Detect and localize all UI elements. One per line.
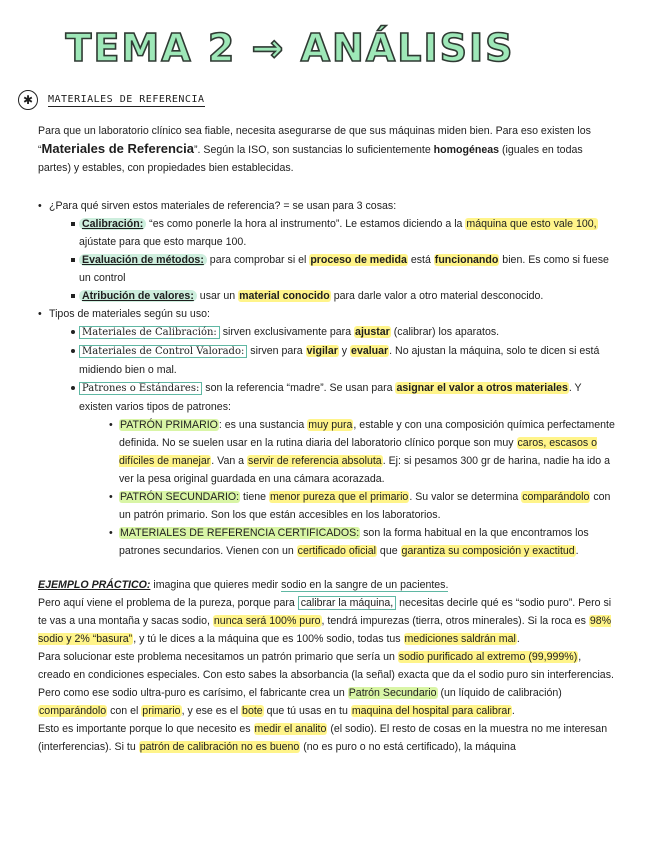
highlight: sodio purificado al extremo (99,999%) bbox=[398, 651, 578, 663]
highlight: maquina del hospital para calibrar bbox=[351, 705, 511, 717]
patron-text: que bbox=[376, 545, 401, 557]
type-text: . Y existen varios tipos de patrones: bbox=[79, 382, 582, 413]
highlight: ajustar bbox=[355, 326, 390, 338]
section-heading bbox=[18, 88, 205, 112]
list-item bbox=[38, 305, 616, 560]
patron-label: PATRÓN SECUNDARIO: bbox=[120, 491, 240, 503]
example-text: Esto es importante porque lo que necesito es bbox=[38, 723, 254, 735]
patron-text: . bbox=[575, 545, 579, 557]
highlight: asignar el valor a otros materiales bbox=[396, 382, 568, 394]
use-text: está bbox=[407, 254, 434, 266]
list-item bbox=[49, 323, 616, 342]
highlight: garantiza su composición y exactitud bbox=[401, 545, 575, 557]
highlight: bote bbox=[242, 705, 263, 717]
type-label: Materiales de Calibración: bbox=[79, 326, 220, 339]
example-line-1 bbox=[38, 576, 616, 594]
example-text: Para solucionar este problema necesitamos un patrón primario que sería un bbox=[38, 651, 398, 663]
highlight: certificado oficial bbox=[297, 545, 376, 557]
list-item bbox=[49, 379, 616, 560]
highlight: evaluar bbox=[351, 345, 389, 357]
main-list bbox=[38, 197, 616, 560]
example-text: que tú usas en tu bbox=[263, 705, 351, 717]
patron-text: con un patrón primario. Son los que están accesibles en los laboratorios. bbox=[119, 491, 611, 521]
highlight: proceso de medida bbox=[310, 254, 407, 266]
use-text: “es como ponerle la hora al instrumento”. Le estamos diciendo a la bbox=[146, 218, 466, 230]
highlight: nunca será 100% puro bbox=[213, 615, 321, 627]
section-heading-label: MATERIALES DE REFERENCIA bbox=[48, 93, 205, 105]
example-text: Pero como ese sodio ultra-puro es carísimo, el fabricante crea un bbox=[38, 687, 348, 699]
use-label: Atribución de valores: bbox=[79, 290, 197, 302]
type-text: y bbox=[338, 345, 351, 357]
example-line-2 bbox=[38, 594, 616, 648]
patron-text: : es una sustancia bbox=[218, 419, 308, 431]
patron-text: , estable y con una composición química perfectamente definida. No se suelen usar en la rutina diaria del laboratorio clínico porque son muy bbox=[119, 419, 615, 449]
list-item: • PATRÓN PRIMARIO: es una sustancia muy pura, estable y con una composición química perfectamente definida. No se suelen usar en la rutina diaria del laboratorio clínico porque son muy caros, escasos o difíciles de manejar. Van a servir de referencia absoluta. Ej: si pesamos 300 gr de harina, nadie ha ido a ver la pesa original guardada en una cámara acorazada. bbox=[109, 419, 615, 485]
intro-paragraph bbox=[38, 122, 616, 177]
example-text: (un líquido de calibración) bbox=[437, 687, 562, 699]
highlight: funcionando bbox=[434, 254, 499, 266]
use-text: usar un bbox=[196, 290, 239, 302]
types-list bbox=[49, 323, 616, 560]
type-text: son la referencia “madre”. Se usan para bbox=[202, 382, 396, 394]
document-body bbox=[38, 122, 616, 756]
highlight: comparándolo bbox=[39, 705, 107, 717]
highlight: servir de referencia absoluta bbox=[248, 455, 382, 467]
list-item: • PATRÓN SECUNDARIO: tiene menor pureza que el primario. Su valor se determina comparándolo con un patrón primario. Son los que están accesibles en los laboratorios. bbox=[109, 491, 611, 521]
example-line-3 bbox=[38, 648, 616, 684]
use-text: ajústate para que esto marque 100. bbox=[79, 236, 247, 248]
example-label: EJEMPLO PRÁCTICO: bbox=[38, 579, 151, 591]
patron-text: tiene bbox=[240, 491, 269, 503]
use-label: Evaluación de métodos: bbox=[79, 254, 207, 266]
types-text: Tipos de materiales según su uso: bbox=[49, 308, 210, 320]
example-text: , y tú le dices a la máquina que es 100% sodio, todas tus bbox=[133, 633, 404, 645]
question-text: ¿Para qué sirven estos materiales de referencia? = se usan para 3 cosas: bbox=[49, 200, 397, 212]
patron-text: . Su valor se determina bbox=[409, 491, 522, 503]
use-text: bien. Es como si fuese un control bbox=[79, 254, 609, 284]
list-item bbox=[49, 251, 616, 287]
asterisk-circle-icon: ✱ bbox=[18, 90, 38, 110]
list-item bbox=[49, 215, 616, 251]
highlight: mediciones saldrán mal bbox=[404, 633, 516, 645]
page-title bbox=[0, 18, 655, 74]
highlight: patrón de calibración no es bueno bbox=[139, 741, 300, 753]
type-text: (calibrar) los aparatos. bbox=[390, 326, 500, 338]
patrones-list bbox=[49, 416, 616, 560]
example-text: imagina que quieres medir bbox=[150, 579, 282, 591]
patron-text: . Van a bbox=[211, 455, 248, 467]
example-boxed: calibrar la máquina, bbox=[298, 596, 396, 610]
intro-text: (iguales en todas partes) y estables, con propiedades bien establecidas. bbox=[38, 144, 583, 174]
use-label: Calibración: bbox=[79, 218, 146, 230]
patron-text: . Ej: si pesamos 300 gr de harina, nadie ha ido a ver la pesa original guardada en una cámara acorazada. bbox=[119, 455, 611, 485]
list-item bbox=[49, 287, 616, 305]
type-text: sirven exclusivamente para bbox=[219, 326, 355, 338]
example-text: con el bbox=[107, 705, 142, 717]
example-text: , creado en condiciones especiales. Con esto sabes la absorbancia (la señal) exacta que da el sodio puro sin interferencias. bbox=[38, 651, 614, 681]
patron-text: son la forma habitual en la que encontramos los patrones secundarios. Vienen con un bbox=[119, 527, 589, 557]
example-underline: sodio en la sangre de un pacientes. bbox=[281, 579, 449, 591]
page-title-text: TEMA 2 → ANÁLISIS bbox=[65, 26, 515, 70]
list-item bbox=[38, 197, 616, 305]
highlight: comparándolo bbox=[522, 491, 590, 503]
type-text: sirven para bbox=[247, 345, 306, 357]
highlight: muy pura bbox=[308, 419, 353, 431]
intro-text: ”. Según la ISO, son sustancias lo suficientemente bbox=[194, 144, 434, 156]
example-text: . bbox=[516, 633, 520, 645]
patron-label: MATERIALES DE REFERENCIA CERTIFICADOS: bbox=[120, 527, 360, 539]
list-item bbox=[49, 342, 616, 379]
uses-list bbox=[49, 215, 616, 305]
type-label: Patrones o Estándares: bbox=[79, 382, 202, 395]
highlight: Patrón Secundario bbox=[348, 687, 437, 699]
highlight: material conocido bbox=[239, 290, 330, 302]
highlight: vigilar bbox=[306, 345, 338, 357]
patron-label: PATRÓN PRIMARIO bbox=[120, 419, 218, 431]
example-text: necesitas decirle qué es “sodio puro”. Pero si te vas a una montaña y sacas sodio, bbox=[38, 597, 612, 627]
list-item: • MATERIALES DE REFERENCIA CERTIFICADOS: son la forma habitual en la que encontramos los patrones secundarios. Vienen con un certificado oficial que garantiza su composición y exactitud. bbox=[109, 527, 589, 557]
highlight: máquina que esto vale 100, bbox=[466, 218, 597, 230]
highlight: 98% sodio y 2% “basura” bbox=[38, 615, 612, 645]
highlight: caros, escasos o difíciles de manejar bbox=[119, 437, 597, 467]
highlight: primario bbox=[142, 705, 181, 717]
intro-bold: homogéneas bbox=[433, 144, 500, 156]
example-text: Pero aquí viene el problema de la pureza, porque para bbox=[38, 597, 298, 609]
type-text: . No ajustan la máquina, solo te dicen si está midiendo bien o mal. bbox=[79, 345, 600, 376]
example-line-5 bbox=[38, 720, 616, 756]
use-text: para comprobar si el bbox=[206, 254, 310, 266]
intro-term: Materiales de Referencia bbox=[41, 141, 194, 156]
use-text: para darle valor a otro material desconocido. bbox=[330, 290, 544, 302]
type-label: Materiales de Control Valorado: bbox=[79, 345, 247, 358]
example-line-4 bbox=[38, 684, 616, 720]
example-text: . bbox=[511, 705, 515, 717]
example-text: (no es puro o no está certificado), la máquina bbox=[300, 741, 516, 753]
highlight: medir el analito bbox=[254, 723, 327, 735]
example-text: (el sodio). El resto de cosas en la muestra no me interesan (interferencias). Si tu bbox=[38, 723, 608, 753]
example-text: , tendrá impurezas (tierra, otros minerales). Si la roca es bbox=[321, 615, 589, 627]
highlight: menor pureza que el primario bbox=[269, 491, 409, 503]
intro-text: Para que un laboratorio clínico sea fiable, necesita asegurarse de que sus máquinas miden bien. Para eso existen los “ bbox=[38, 125, 591, 156]
example-text: , y ese es el bbox=[181, 705, 242, 717]
